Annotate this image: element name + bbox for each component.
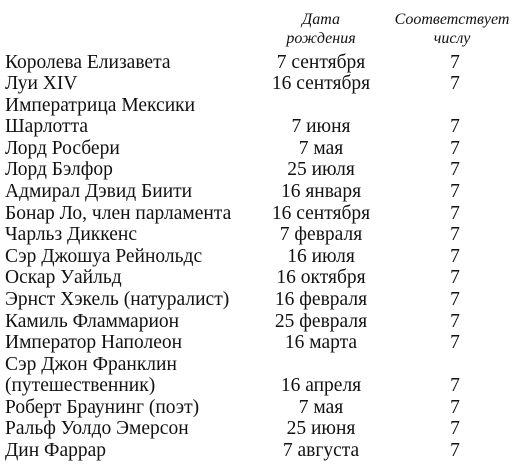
matching-number: 7 bbox=[450, 159, 460, 181]
person-name: Императрица Мексики bbox=[5, 94, 196, 116]
person-name: Роберт Браунинг (поэт) bbox=[5, 396, 200, 418]
birth-date: 16 февраля bbox=[274, 288, 368, 310]
matching-number: 7 bbox=[450, 439, 460, 461]
person-name: Адмирал Дэвид Биити bbox=[5, 181, 193, 203]
matching-number: 7 bbox=[450, 181, 460, 203]
birth-date: 7 сентября bbox=[276, 51, 366, 73]
person-name: Лорд Бэлфор bbox=[5, 159, 113, 181]
table-row bbox=[0, 246, 520, 268]
birth-date: 16 апреля bbox=[280, 375, 362, 397]
birth-date: 7 мая bbox=[298, 396, 344, 418]
person-name: Чарльз Диккенс bbox=[5, 224, 137, 246]
person-name: Император Наполеон bbox=[5, 332, 183, 354]
matching-number: 7 bbox=[450, 375, 460, 397]
table-row bbox=[0, 440, 520, 462]
matching-number: 7 bbox=[450, 418, 460, 440]
birth-date: 16 июля bbox=[287, 245, 355, 267]
table-row bbox=[0, 419, 520, 441]
table-row bbox=[0, 225, 520, 247]
birth-date: 7 августа bbox=[282, 439, 360, 461]
birth-date: 16 января bbox=[280, 181, 362, 203]
table-body bbox=[0, 52, 520, 462]
person-name: Дин Фаррар bbox=[5, 439, 107, 461]
person-name: Сэр Джошуа Рейнольдс bbox=[5, 245, 203, 267]
table-row bbox=[0, 376, 520, 398]
matching-number: 7 bbox=[450, 245, 460, 267]
matching-number: 7 bbox=[450, 202, 460, 224]
matching-number: 7 bbox=[450, 396, 460, 418]
birth-date-header: Дата рождения bbox=[286, 11, 356, 47]
birth-date: 25 июня bbox=[286, 418, 356, 440]
matching-number: 7 bbox=[450, 137, 460, 159]
table-row bbox=[0, 95, 520, 117]
table-row bbox=[0, 117, 520, 139]
birth-date: 16 октября bbox=[276, 267, 366, 289]
table-row bbox=[0, 311, 520, 333]
person-name: Королева Елизавета bbox=[5, 51, 171, 73]
person-name: Ральф Уолдо Эмерсон bbox=[5, 418, 189, 440]
table-row bbox=[0, 52, 520, 74]
person-name: Эрнст Хэкель (натуралист) bbox=[5, 288, 230, 310]
birth-date: 7 февраля bbox=[279, 224, 363, 246]
person-name: Оскар Уайльд bbox=[5, 267, 122, 289]
person-name: Бонар Ло, член парламента bbox=[5, 202, 232, 224]
table-row bbox=[0, 333, 520, 355]
table-row bbox=[0, 160, 520, 182]
table-row bbox=[0, 397, 520, 419]
table-row bbox=[0, 138, 520, 160]
birth-date: 16 сентября bbox=[271, 73, 371, 95]
matching-number: 7 bbox=[450, 332, 460, 354]
person-name: (путешественник) bbox=[5, 375, 156, 397]
matching-number: 7 bbox=[450, 51, 460, 73]
table-row bbox=[0, 203, 520, 225]
birth-date: 16 сентября bbox=[271, 202, 371, 224]
person-name: Луи XIV bbox=[5, 73, 78, 95]
matching-number: 7 bbox=[450, 267, 460, 289]
table-row bbox=[0, 289, 520, 311]
person-name: Сэр Джон Франклин bbox=[5, 353, 177, 375]
person-name: Шарлотта bbox=[5, 116, 88, 138]
person-name: Камиль Фламмарион bbox=[5, 310, 180, 332]
birth-date: 25 июля bbox=[287, 159, 355, 181]
table-row bbox=[0, 74, 520, 96]
table-header bbox=[0, 10, 520, 50]
birth-date: 25 февраля bbox=[274, 310, 368, 332]
matching-number: 7 bbox=[450, 73, 460, 95]
matches-number-header: Соответствует числу bbox=[394, 11, 510, 47]
birth-date: 7 июня bbox=[291, 116, 351, 138]
birth-date: 16 марта bbox=[284, 332, 358, 354]
matching-number: 7 bbox=[450, 310, 460, 332]
table-row bbox=[0, 181, 520, 203]
table-row bbox=[0, 354, 520, 376]
matching-number: 7 bbox=[450, 288, 460, 310]
matching-number: 7 bbox=[450, 224, 460, 246]
person-name: Лорд Росбери bbox=[5, 137, 120, 159]
table-row bbox=[0, 268, 520, 290]
matching-number: 7 bbox=[450, 116, 460, 138]
birth-date: 7 мая bbox=[298, 137, 344, 159]
